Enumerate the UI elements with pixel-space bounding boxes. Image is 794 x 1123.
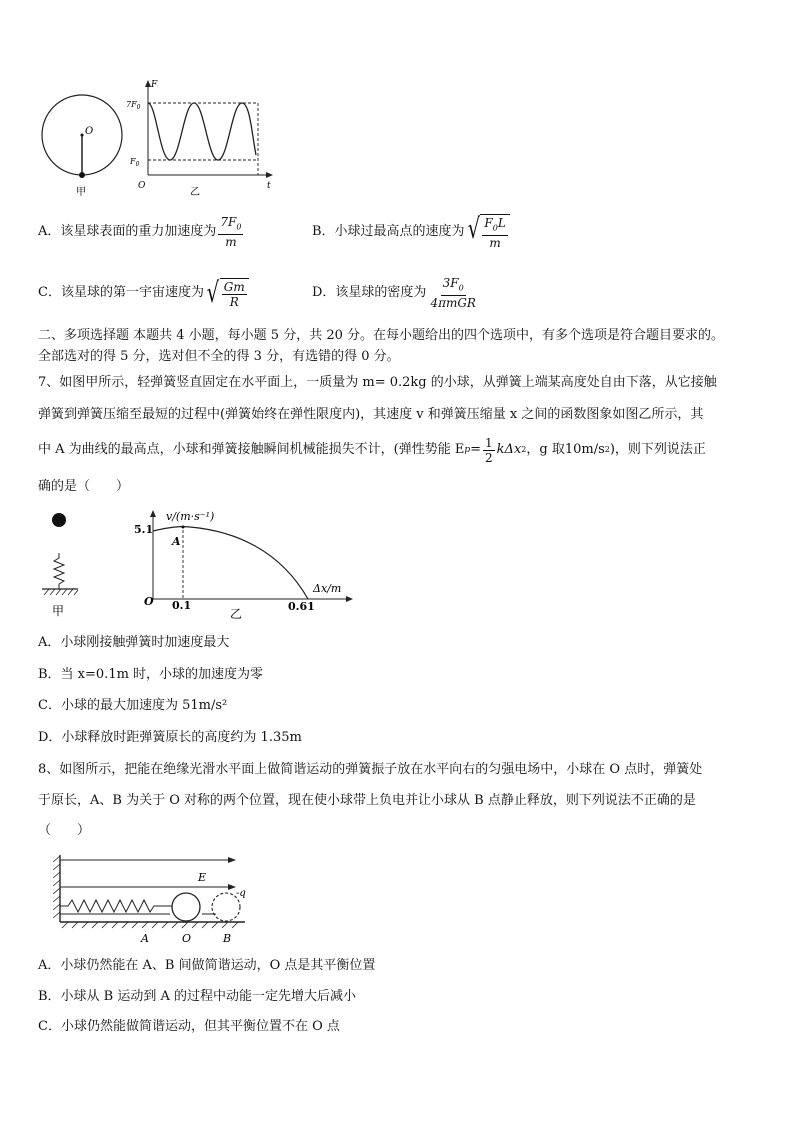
q7-y-tick: 5.1	[134, 523, 154, 536]
q6-option-a-fraction: $\frac{7F_0}{m}$	[220, 214, 242, 250]
figure-top	[30, 75, 290, 200]
force-wave	[148, 103, 256, 160]
q7-point-dot	[182, 526, 185, 529]
q8-label-o: O	[182, 932, 192, 945]
q8-option-b: B．小球从 B 运动到 A 的过程中动能一定先增大后减小	[38, 989, 357, 1004]
q7-v-axis-label: v/(m·s⁻¹)	[166, 510, 215, 523]
q7-yi-label: 乙	[230, 607, 243, 621]
center-label: O	[85, 126, 94, 137]
q8-line-1: 8、如图所示，把能在绝缘光滑水平面上做简谐运动的弹簧振子放在水平向右的匀强电场中，小球在 O 点时，弹簧处	[38, 762, 703, 777]
ball-dot	[79, 172, 85, 178]
q6-option-c-sqrt: √ $\frac{Gm}{R}$	[204, 278, 249, 309]
q7-jia-label: 甲	[52, 604, 65, 618]
bot-tick-label: $F_0$	[130, 157, 140, 168]
t-axis-label: t	[267, 181, 271, 191]
q8-field-arrow-1	[228, 857, 236, 863]
q7-ball	[52, 513, 66, 527]
section2-heading-2: 全部选对的得 5 分，选对但不全的得 3 分，有选错的得 0 分。	[38, 349, 400, 364]
q7-x-axis-label: Δx/m	[313, 582, 342, 595]
q6-option-b	[312, 212, 510, 252]
q7-x-axis-arrow	[346, 596, 353, 602]
yi-label-top: 乙	[190, 187, 200, 198]
q8-line-3: （ ）	[38, 823, 91, 838]
q8-line-2: 于原长，A、B 为关于 O 对称的两个位置，现在使小球带上负电并让小球从 B 点静止释放，则下列说法不正确的是	[38, 793, 696, 808]
q8-label-b: B	[223, 932, 232, 945]
q7-x-tick-1: 0.1	[172, 599, 192, 612]
q7-option-b: B．当 x=0.1m 时，小球的加速度为零	[38, 667, 264, 682]
q6-option-c	[38, 273, 249, 313]
q7-figure	[30, 505, 370, 625]
center-dot	[81, 134, 84, 137]
q7-option-c: C．小球的最大加速度为 51m/s²	[38, 698, 228, 713]
q6-option-d	[312, 275, 480, 311]
q6-option-d-fraction: $\frac{3F_0}{\text{4πmGR}}$	[430, 275, 476, 311]
q8-option-c: C．小球仍然能做简谐运动，但其平衡位置不在 O 点	[38, 1019, 340, 1034]
q6-option-a	[38, 214, 245, 250]
q7-spring	[54, 553, 64, 589]
q8-charge-label: -q	[236, 888, 246, 899]
q7-line-4: 确的是（ ）	[38, 479, 130, 494]
q7-line-3: 中 A 为曲线的最高点，小球和弹簧接触瞬间机械能损失不计，(弹性势能 E p = $\frac{1}{2}$ kΔx 2 ，g 取10m/s 2 )，则下列说法正	[38, 435, 706, 465]
q8-label-a: A	[141, 932, 149, 945]
q8-option-a: A．小球仍然能在 A、B 间做简谐运动，O 点是其平衡位置	[38, 958, 376, 973]
q8-figure	[40, 850, 270, 950]
q7-option-a: A．小球刚接触弹簧时加速度最大	[38, 635, 230, 650]
q7-point-a: A	[172, 535, 181, 548]
q7-ground-hatch	[44, 589, 78, 595]
q6-option-b-text: B．小球过最高点的速度为	[312, 224, 465, 239]
q7-option-d: D．小球释放时距弹簧原长的高度约为 1.35m	[38, 730, 302, 745]
top-tick-label: $7F_0$	[126, 100, 141, 111]
q8-spring	[60, 900, 172, 912]
q7-line-2: 弹簧到弹簧压缩至最短的过程中(弹簧始终在弹性限度内)，其速度 v 和弹簧压缩量 x 之间的函数图象如图乙所示，其	[38, 407, 704, 422]
q8-floor-hatch	[62, 922, 238, 928]
q6-option-d-text: D．该星球的密度为	[312, 285, 427, 300]
q6-option-a-text: A．该星球表面的重力加速度为	[38, 224, 217, 239]
f-axis-label: F	[151, 80, 158, 90]
q6-option-c-text: C．该星球的第一宇宙速度为	[38, 285, 204, 300]
jia-label-top: 甲	[76, 187, 86, 198]
q8-field-label: E	[198, 871, 207, 884]
q7-v-axis-arrow	[150, 510, 156, 517]
t-axis-arrow	[266, 172, 273, 178]
q6-option-b-sqrt: √ $\frac{F_0L}{m}$	[465, 214, 510, 250]
q8-wall-hatch	[53, 856, 60, 918]
q7-origin: O	[144, 595, 154, 608]
origin-label-top: O	[138, 181, 146, 191]
q8-field-arrow-2	[228, 884, 236, 890]
q7-line-1: 7、如图甲所示，轻弹簧竖直固定在水平面上，一质量为 m= 0.2kg 的小球，从弹簧上端某高度处自由下落，从它接触	[38, 375, 717, 390]
q7-x-tick-2: 0.61	[288, 600, 315, 613]
section2-heading: 二、多项选择题 本题共 4 小题，每小题 5 分，共 20 分。在每小题给出的四个选项中，有多个选项是符合题目要求的。	[38, 328, 725, 343]
q8-ball	[172, 893, 200, 921]
